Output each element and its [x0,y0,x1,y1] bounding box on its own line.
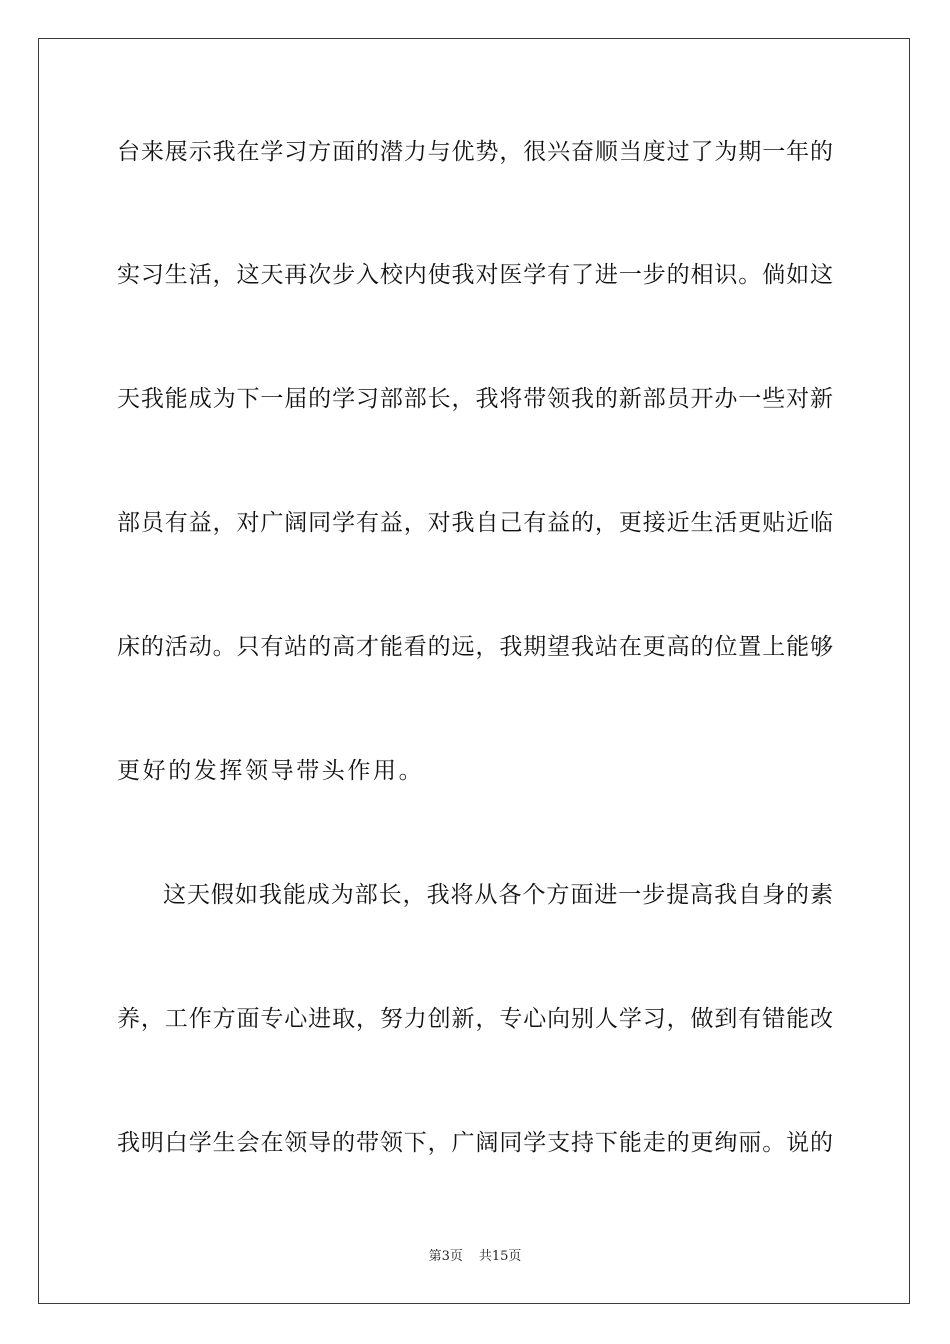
page-number: 第3页 [428,1249,463,1264]
text-line: 我明白学生会在领导的带领下，广阔同学支持下能走的更绚丽。说的 [117,1130,833,1156]
text-line: 床的活动。只有站的高才能看的远，我期望我站在更高的位置上能够 [117,634,833,660]
paragraph-first-line: 这天假如我能成为部长，我将从各个方面进一步提高我自身的素 [163,882,833,908]
page-border [38,38,910,1304]
text-line: 实习生活，这天再次步入校内使我对医学有了进一步的相识。倘如这 [117,262,833,288]
text-line: 台来展示我在学习方面的潜力与优势，很兴奋顺当度过了为期一年的 [117,139,833,165]
text-line: 更好的发挥领导带头作用。 [117,758,425,784]
text-line: 养，工作方面专心进取，努力创新，专心向别人学习，做到有错能改 [117,1006,833,1032]
page-footer [0,1248,950,1266]
page-count: 共15页 [478,1249,522,1264]
text-line: 部员有益，对广阔同学有益，对我自己有益的，更接近生活更贴近临 [117,510,833,536]
text-line: 天我能成为下一届的学习部部长，我将带领我的新部员开办一些对新 [117,386,833,412]
